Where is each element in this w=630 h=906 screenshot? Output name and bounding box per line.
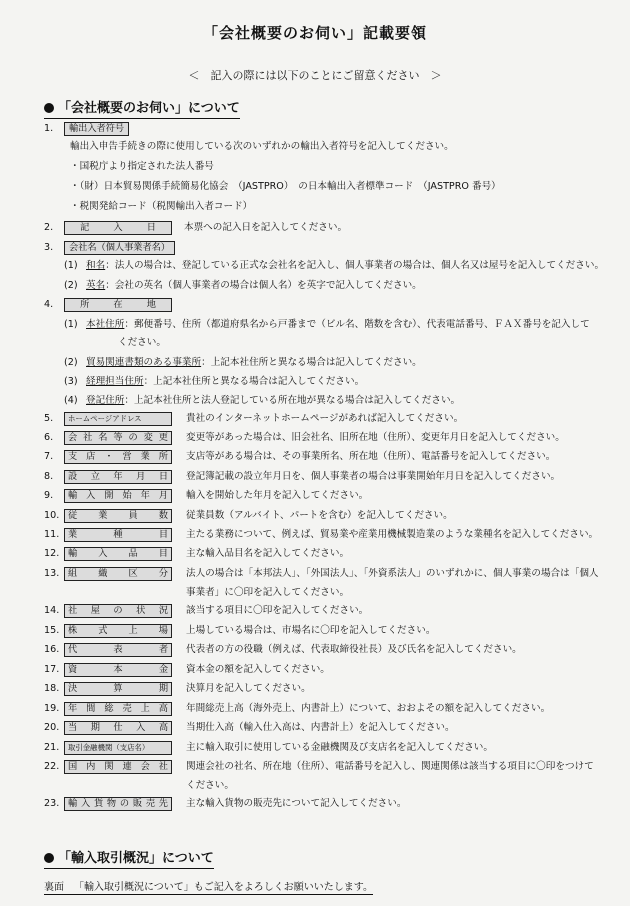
item-number: 7.: [44, 451, 54, 462]
item-description: 主な輸入貨物の販売先について記入してください。: [186, 798, 407, 809]
item-number: 17.: [44, 664, 60, 675]
term-box: 社 屋 の 状 況: [64, 604, 172, 618]
term-box: 取引金融機関（支店名）: [64, 741, 172, 755]
item-description: 決算月を記入してください。: [186, 683, 311, 694]
item-number: 23.: [44, 798, 60, 809]
item-description-continued: 事業者」に〇印を記入してください。: [186, 587, 350, 598]
term-box: 決 算 期: [64, 682, 172, 696]
item-description: 資本金の額を記入してください。: [186, 664, 330, 675]
item-description: 支店等がある場合は、その事業所名、所在地（住所）、電話番号を記入してください。: [186, 451, 556, 462]
sub-label: 登記住所: [86, 395, 125, 406]
section-heading-company-overview: 「会社概要のお伺い」について: [44, 97, 240, 119]
term-box: 支 店 ・ 営 業 所: [64, 450, 172, 464]
item-number: 11.: [44, 529, 60, 540]
option-line: ・国税庁より指定された法人番号: [70, 161, 214, 172]
term-box: 会 社 名 等 の 変 更: [64, 431, 172, 445]
item-description: 法人の場合は「本邦法人」、「外国法人」、「外資系法人」のいずれかに、個人事業の場合は「個人: [186, 568, 599, 579]
item-number: 5.: [44, 413, 54, 424]
bullet-icon: [44, 853, 54, 863]
bullet-icon: [44, 103, 54, 113]
term-box: 代 表 者: [64, 643, 172, 657]
item-description: 主な輸入品目名を記入してください。: [186, 548, 350, 559]
term-box: 国 内 関 連 会 社: [64, 760, 172, 774]
item-number: 16.: [44, 644, 60, 655]
item-description: 変更等があった場合は、旧会社名、旧所在地（住所）、変更年月日を記入してください。: [186, 432, 565, 443]
sub-text: ：上記本社住所と法人登記している所在地が異なる場合は記入してください。: [124, 395, 461, 406]
item-number: 1.: [44, 123, 54, 134]
item-description: 年間総売上高（海外売上、内書計上）について、おおよその額を記入してください。: [186, 703, 551, 714]
term-box: 従 業 員 数: [64, 509, 172, 523]
page-subtitle: ＜ 記入の際には以下のことにご留意ください ＞: [188, 69, 442, 82]
item-number: 10.: [44, 510, 60, 521]
term-box: 年 間 総 売 上 高: [64, 702, 172, 716]
item-number: 4.: [44, 299, 54, 310]
sub-number: (4): [64, 395, 78, 406]
item-description: 該当する項目に〇印を記入してください。: [186, 605, 369, 616]
term-box: 業 種 目: [64, 528, 172, 542]
term-box: 組 織 区 分: [64, 567, 172, 581]
item-description: 輸出入申告手続きの際に使用している次のいずれかの輸出入者符号を記入してください。: [70, 141, 454, 152]
item-number: 3.: [44, 242, 54, 253]
item-number: 6.: [44, 432, 54, 443]
sub-label: 経理担当住所: [86, 376, 144, 387]
item-description: 主に輸入取引に使用している金融機関及び支店名を記入してください。: [186, 742, 493, 753]
item-description: 関連会社の社名、所在地（住所）、電話番号を記入し、関連関係は該当する項目に〇印をつけて: [186, 761, 594, 772]
item-number: 2.: [44, 222, 54, 233]
item-number: 20.: [44, 722, 60, 733]
item-number: 13.: [44, 568, 60, 579]
term-box: 輸 入 開 始 年 月: [64, 489, 172, 503]
option-line: ・（財）日本貿易関係手続簡易化協会 （JASTPRO） の日本輸出入者標準コード （JASTPRO 番号）: [70, 181, 501, 192]
sub-text: ：上記本社住所と異なる場合は記入してください。: [143, 376, 365, 387]
item-description: 本票への記入日を記入してください。: [184, 222, 348, 233]
item-description: 輸入を開始した年月を記入してください。: [186, 490, 369, 501]
item-number: 12.: [44, 548, 60, 559]
term-box: 所 在 地: [64, 298, 172, 312]
footer-note: 裏面 「輸入取引概況について」もご記入をよろしくお願いいたします。: [44, 878, 373, 895]
page-title: 「会社概要のお伺い」記載要領: [202, 24, 427, 42]
item-number: 14.: [44, 605, 60, 616]
sub-label: 英名: [86, 280, 106, 291]
sub-text: ：郵便番号、住所（都道府県名から戸番まで（ビル名、階数を含む）、代表電話番号、ＦＡＸ番号を記入して: [124, 319, 590, 330]
sub-number: (2): [64, 280, 78, 291]
item-number: 18.: [44, 683, 60, 694]
section-heading-import-overview: 「輸入取引概況」について: [44, 847, 214, 869]
item-description-continued: ください。: [186, 780, 234, 791]
term-box: 株 式 上 場: [64, 624, 172, 638]
item-description: 主たる業務について、例えば、貿易業や産業用機械製造業のような業種名を記入してください。: [186, 529, 599, 540]
sub-label: 和名: [86, 260, 106, 271]
sub-text: ：上記本社住所と異なる場合は記入してください。: [201, 357, 422, 368]
term-box: 記 入 日: [64, 221, 172, 235]
sub-number: (1): [64, 260, 78, 271]
sub-text: ：会社の英名（個人事業者の場合は個人名）を英字で記入してください。: [105, 280, 422, 291]
item-description: 当期仕入高（輸入仕入高は、内書計上）を記入してください。: [186, 722, 455, 733]
item-number: 15.: [44, 625, 60, 636]
option-line: ・税関発給コード（税関輸出入者コード）: [70, 201, 253, 212]
sub-number: (3): [64, 376, 78, 387]
item-description: 貴社のインターネットホームページがあれば記入してください。: [186, 413, 464, 424]
sub-text: ：法人の場合は、登記している正式な会社名を記入し、個人事業者の場合は、個人名又は屋号を記入してください。: [105, 260, 605, 271]
term-box: 輸 入 貨 物 の 販 売 先: [64, 797, 172, 811]
item-description: 上場している場合は、市場名に〇印を記入してください。: [186, 625, 436, 636]
sub-label: 本社住所: [86, 319, 125, 330]
item-description: 代表者の方の役職（例えば、代表取締役社長）及び氏名を記入してください。: [186, 644, 522, 655]
sub-text: ください。: [118, 337, 166, 348]
term-box: 資 本 金: [64, 663, 172, 677]
term-box: 設 立 年 月 日: [64, 470, 172, 484]
item-number: 21.: [44, 742, 60, 753]
sub-number: (2): [64, 357, 78, 368]
sub-number: (1): [64, 319, 78, 330]
term-box: ホームページアドレス: [64, 412, 172, 426]
term-box: 輸出入者符号: [64, 122, 129, 136]
item-number: 22.: [44, 761, 60, 772]
term-box: 輸 入 品 目: [64, 547, 172, 561]
term-box: 当 期 仕 入 高: [64, 721, 172, 735]
item-number: 9.: [44, 490, 54, 501]
item-description: 登記簿記載の設立年月日を、個人事業者の場合は事業開始年月日を記入してください。: [186, 471, 561, 482]
term-box: 会社名（個人事業者名）: [64, 241, 175, 255]
sub-label: 貿易関連書類のある事業所: [86, 357, 202, 368]
item-number: 19.: [44, 703, 60, 714]
item-number: 8.: [44, 471, 54, 482]
item-description: 従業員数（アルバイト、パートを含む）を記入してください。: [186, 510, 453, 521]
